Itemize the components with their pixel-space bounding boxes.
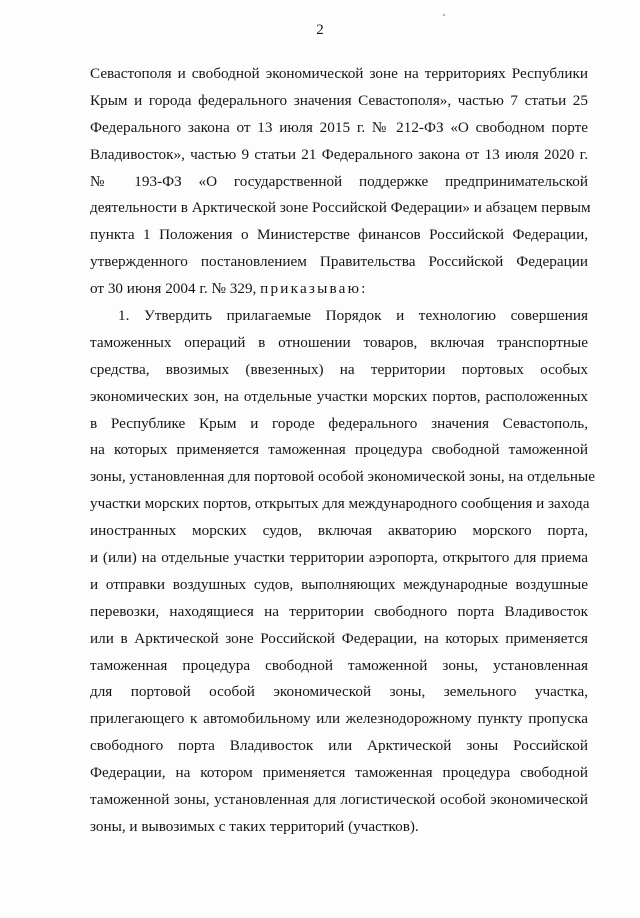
text-line: и отправки воздушных судов, выполняющих международные воздушные [90,575,588,593]
text-line: иностранных морских судов, включая акваторию морского порта, [90,522,588,540]
text-line: свободного порта Владивосток или Арктической зоны Российской [90,737,588,755]
text-line: 1. Утвердить прилагаемые Порядок и технологию совершения [118,307,588,325]
text-line: Федерации, на котором применяется таможенная процедура свободной [90,764,588,782]
page-number: 2 [316,22,324,38]
text-line: и (или) на отдельные участки территории аэропорта, открытого для приема [90,549,588,567]
text-line-order [90,276,588,303]
text-line: Владивосток», частью 9 статьи 21 Федерального закона от 13 июля 2020 г. [90,145,588,163]
text-line: Крым и города федерального значения Севастополя», частью 7 статьи 25 [90,91,588,109]
text-line: деятельности в Арктической зоне Российской Федерации» и абзацем первым [90,199,591,217]
paragraph-legal-basis [90,61,591,303]
text-line: утвержденного постановлением Правительства Российской Федерации [90,253,588,271]
paragraph-item-1 [90,303,595,841]
text-line: № 193-ФЗ «О государственной поддержке предпринимательской [90,172,588,190]
text-line: для портовой особой экономической зоны, земельного участка, [90,683,588,701]
order-date-text: от 30 июня 2004 г. № 329, [90,280,257,298]
text-line: участки морских портов, открытых для международного сообщения и захода [90,495,590,513]
text-line: зоны, и вывозимых с таких территорий (участков). [90,817,419,835]
scan-speck [443,14,445,16]
text-line: средства, ввозимых (ввезенных) на территории портовых особых [90,360,588,378]
text-line: зоны, установленная для портовой особой экономической зоны, на отдельные [90,468,595,486]
text-line: таможенных операций в отношении товаров, включая транспортные [90,333,588,351]
text-line: Федерального закона от 13 июля 2015 г. № 212-ФЗ «О свободном порте [90,118,588,136]
text-line: в Республике Крым и городе федерального значения Севастополь, [90,414,588,432]
text-line: таможенной зоны, установленная для логистической особой экономической [90,791,588,809]
text-line: прилегающего к автомобильному или железнодорожному пункту пропуска [90,710,588,728]
text-line: экономических зон, на отдельные участки морских портов, расположенных [90,387,588,405]
text-line: на которых применяется таможенная процедура свободной таможенной [90,441,588,459]
text-line: или в Арктической зоне Российской Федерации, на которых применяется [90,629,588,647]
text-line: перевозки, находящиеся на территории свободного порта Владивосток [90,602,588,620]
order-word: приказываю: [260,280,368,298]
text-line: таможенная процедура свободной таможенной зоны, установленная [90,656,588,674]
text-line: Севастополя и свободной экономической зоне на территориях Республики [90,65,588,82]
text-line: пункта 1 Положения о Министерстве финансов Российской Федерации, [90,226,588,244]
document-body [90,61,595,841]
